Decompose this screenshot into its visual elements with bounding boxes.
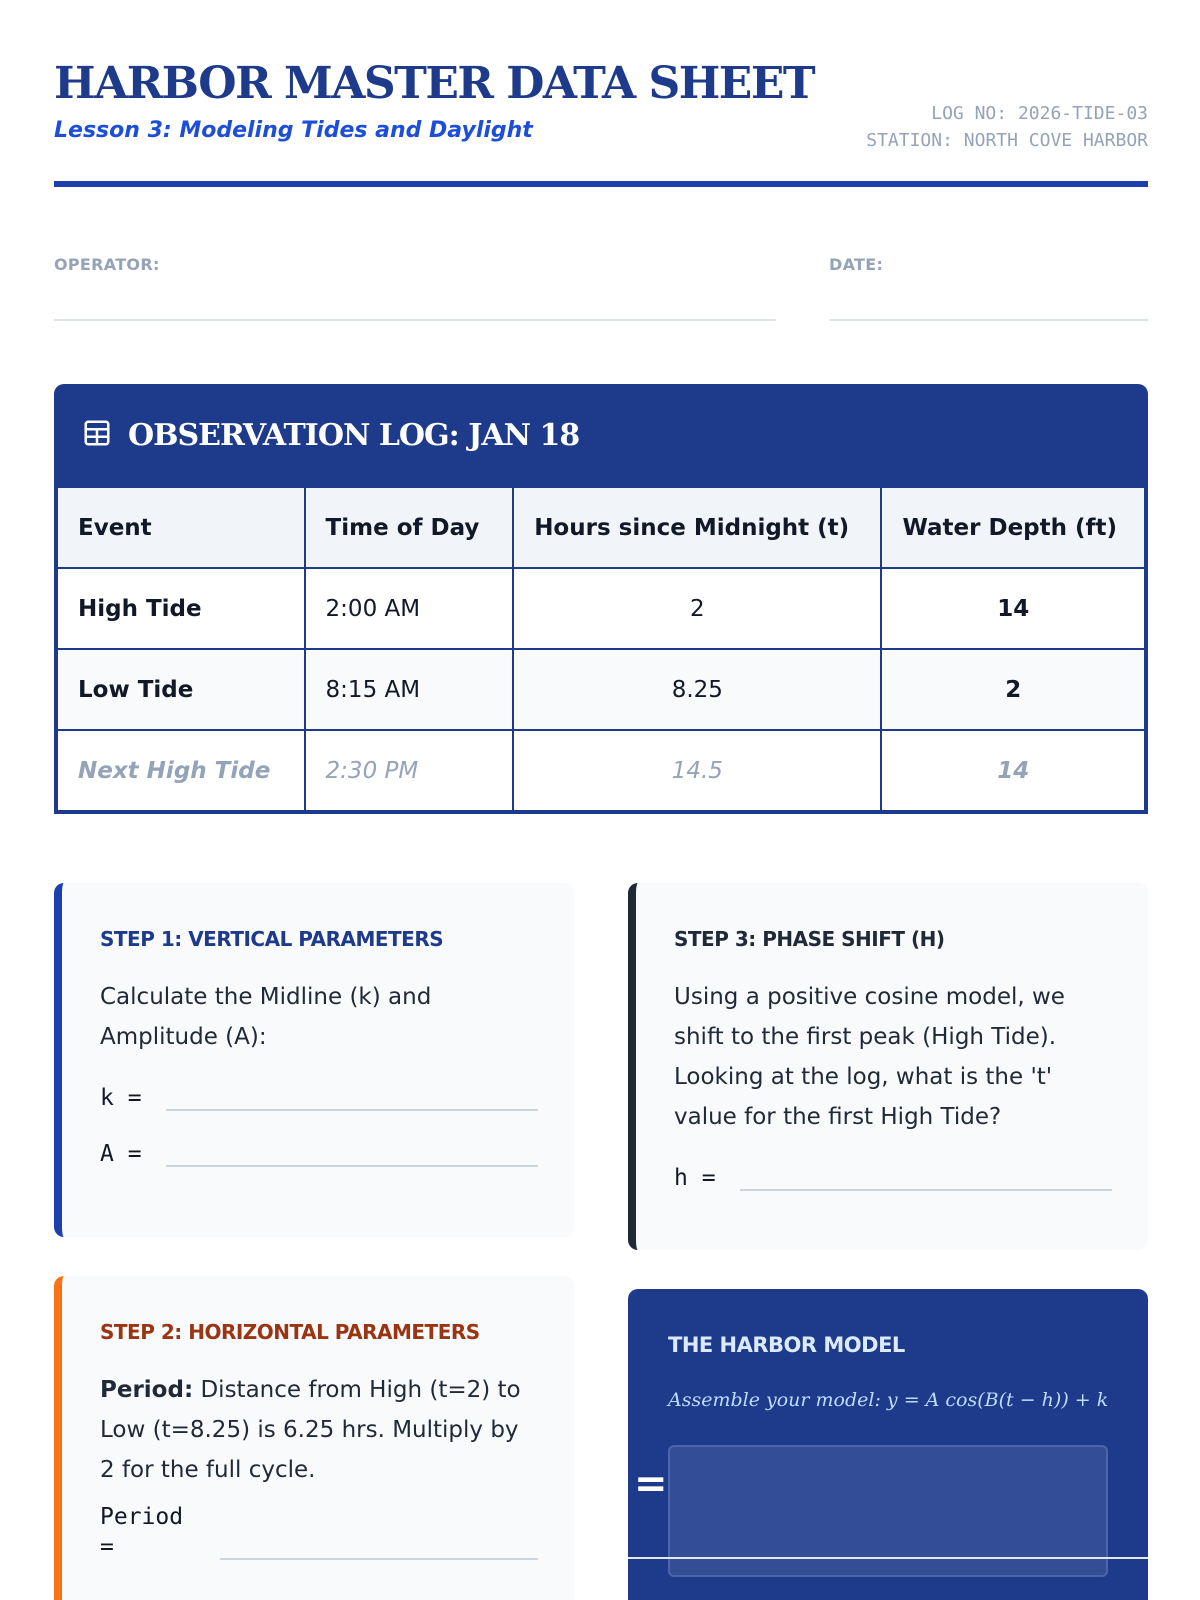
table-row [57, 730, 1145, 811]
equals-sign: = [634, 1461, 668, 1507]
period-row [100, 1502, 538, 1562]
hours-cell: 2 [513, 568, 881, 649]
period-answer-field[interactable] [220, 1558, 538, 1560]
event-cell: Low Tide [57, 649, 305, 730]
step3-title: STEP 3: PHASE SHIFT (H) [674, 927, 945, 951]
operator-field[interactable] [54, 319, 776, 321]
event-cell: High Tide [57, 568, 305, 649]
log-meta [866, 100, 1148, 154]
observation-log-title: OBSERVATION LOG: JAN 18 [128, 417, 580, 453]
hours-cell: 14.5 [513, 730, 881, 811]
observation-log-header [54, 384, 1148, 486]
header-divider [54, 181, 1148, 187]
a-answer-field[interactable] [166, 1165, 538, 1167]
event-cell: Next High Tide [57, 730, 305, 811]
column-header: Time of Day [305, 487, 514, 568]
step2-body: Distance from High (t=2) to Low (t=8.25) is 6.25 hrs. Multiply by 2 for the full cycle. [100, 1377, 521, 1483]
table-row [57, 649, 1145, 730]
time-cell: 2:00 AM [305, 568, 514, 649]
model-title: THE HARBOR MODEL [668, 1333, 905, 1357]
step2-card [54, 1276, 574, 1600]
hours-cell: 8.25 [513, 649, 881, 730]
step3-text: Using a positive cosine model, we shift to the first peak (High Tide). Looking at the log, what is the 't' value for the first High Tide? [674, 984, 1065, 1130]
a-row [100, 1139, 538, 1169]
a-label: A = [100, 1141, 142, 1167]
station-name: STATION: NORTH COVE HARBOR [866, 130, 1148, 151]
depth-cell: 14 [881, 568, 1145, 649]
period-label: Period = [100, 1504, 184, 1560]
model-prompt: Assemble your model: y = A cos(B(t − h)) + k [668, 1389, 1109, 1411]
time-cell: 2:30 PM [305, 730, 514, 811]
operator-label: OPERATOR: [54, 255, 160, 274]
h-label: h = [674, 1165, 716, 1191]
column-header: Hours since Midnight (t) [513, 487, 881, 568]
depth-cell: 2 [881, 649, 1145, 730]
observation-log [54, 384, 1148, 814]
page-title: HARBOR MASTER DATA SHEET [54, 58, 815, 109]
table-header-row [57, 487, 1145, 568]
depth-cell: 14 [881, 730, 1145, 811]
table-icon [82, 418, 112, 453]
h-row [674, 1163, 1112, 1193]
page-subtitle: Lesson 3: Modeling Tides and Daylight [54, 118, 533, 143]
model-divider [628, 1557, 1148, 1559]
k-row [100, 1083, 538, 1113]
step1-text: Calculate the Midline (k) and Amplitude (A): [100, 984, 432, 1050]
table-row [57, 568, 1145, 649]
step2-title: STEP 2: HORIZONTAL PARAMETERS [100, 1320, 480, 1344]
step2-text [100, 1370, 538, 1490]
step3-card [628, 883, 1148, 1250]
step1-card [54, 883, 574, 1237]
date-field[interactable] [829, 319, 1148, 321]
date-label: DATE: [829, 255, 884, 274]
k-answer-field[interactable] [166, 1109, 538, 1111]
h-answer-field[interactable] [740, 1189, 1112, 1191]
column-header: Event [57, 487, 305, 568]
log-number: LOG NO: 2026-TIDE-03 [931, 103, 1148, 124]
header [54, 56, 1148, 188]
harbor-model-card [628, 1289, 1148, 1600]
column-header: Water Depth (ft) [881, 487, 1145, 568]
period-bold-label: Period: [100, 1377, 194, 1403]
step1-title: STEP 1: VERTICAL PARAMETERS [100, 927, 444, 951]
observation-table [56, 486, 1146, 812]
time-cell: 8:15 AM [305, 649, 514, 730]
k-label: k = [100, 1085, 142, 1111]
